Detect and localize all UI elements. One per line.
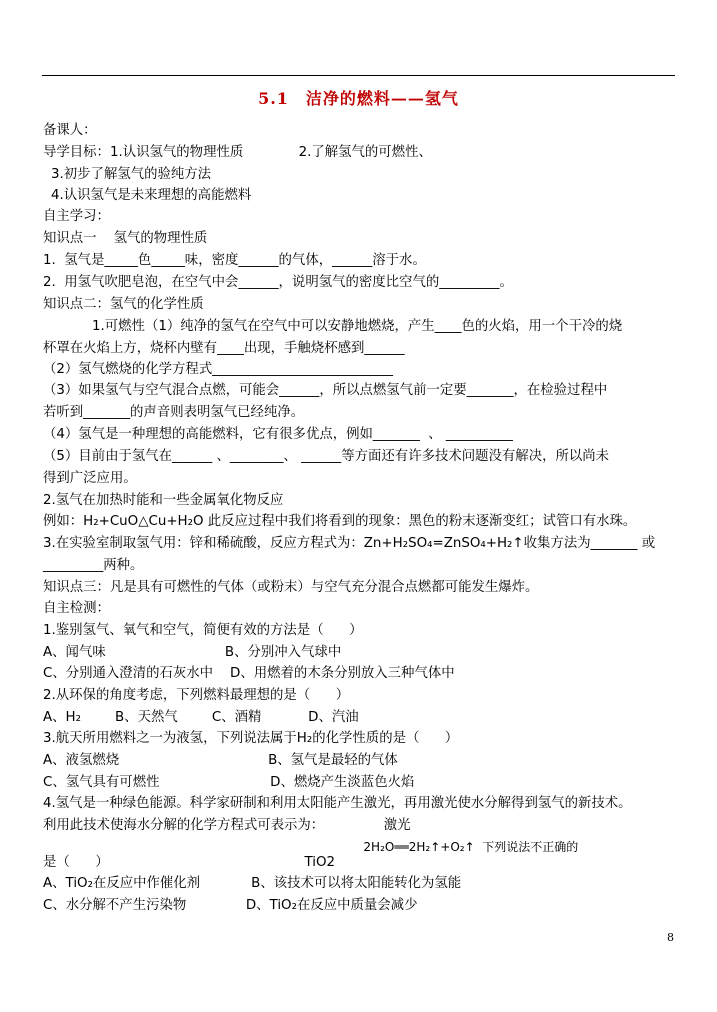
- content-line: A、液氢燃烧 B、氢气是最轻的气体: [43, 753, 398, 768]
- content-line: 自主检测：: [43, 601, 110, 616]
- content-line: （5）目前由于氢气在______ 、________、 ______等方面还有许多技术问题没有解决，所以尚未: [43, 449, 610, 464]
- content-line: 知识点三：凡是具有可燃性的气体（或粉末）与空气充分混合点燃都可能发生爆炸。: [43, 580, 539, 595]
- content-line: 1. 氢气是_____色_____味，密度______的气体，______溶于水。: [43, 253, 426, 268]
- content-line: 2. 用氢气吹肥皂泡，在空气中会______，说明氢气的密度比空气的_________。: [43, 275, 513, 290]
- content-line: 2.从环保的角度考虑，下列燃料最理想的是（ ）: [43, 688, 350, 703]
- content-line: A、H₂ B、天然气 C、酒精 D、汽油: [43, 710, 359, 725]
- content-line: 得到广泛应用。: [43, 471, 137, 486]
- content-line: 3.在实验室制取氢气用：锌和稀硫酸，反应方程式为：Zn+H₂SO₄=ZnSO₄+H₂↑收集方法为_______ 或: [43, 536, 656, 551]
- content-line: 知识点一 氢气的物理性质: [43, 231, 208, 246]
- content-line: 1.鉴别氢气、氧气和空气，简便有效的方法是（ ）: [43, 623, 363, 638]
- content-line: 1.可燃性（1）纯净的氢气在空气中可以安静地燃烧，产生____色的火焰，用一个干冷的烧: [92, 319, 623, 334]
- content-line: 知识点二：氢气的化学性质: [43, 297, 204, 312]
- content-line: 2.氢气在加热时能和一些金属氧化物反应: [43, 493, 284, 508]
- content-line: 例如：H₂+CuO△Cu+H₂O 此反应过程中我们将看到的现象：黑色的粉末逐渐变红；试管口有水珠。: [43, 514, 637, 529]
- content-line: 是（ ） TiO2: [43, 855, 336, 870]
- content-line: 2H₂O══2H₂↑+O₂↑ 下列说法不正确的: [43, 840, 579, 854]
- content-line: A、闻气味 B、分别冲入气球中: [43, 645, 342, 660]
- content-line: （4）氢气是一种理想的高能燃料，它有很多优点，例如_______ 、 __________: [43, 427, 513, 442]
- page-title: 5.1 洁净的燃料——氢气: [258, 89, 459, 108]
- content-line: 4.认识氢气是未来理想的高能燃料: [51, 188, 252, 203]
- content-line: 备课人：: [43, 123, 97, 138]
- header-rule: [42, 75, 675, 76]
- content-line: 3.初步了解氢气的验纯方法: [51, 167, 212, 182]
- content-line: 自主学习：: [43, 209, 110, 224]
- content-line: （2）氢气燃烧的化学方程式___________________________: [43, 362, 393, 377]
- content-line: 杯罩在火焰上方，烧杯内壁有____出现，手触烧杯感到______: [43, 341, 405, 356]
- content-line: C、氢气具有可燃性 D、燃烧产生淡蓝色火焰: [43, 775, 415, 790]
- content-line: （3）如果氢气与空气混合点燃，可能会______，所以点燃氢气前一定要_______，在检验过程中: [43, 383, 608, 398]
- content-line: 若听到_______的声音则表明氢气已经纯净。: [43, 405, 305, 420]
- content-line: C、水分解不产生污染物 D、TiO₂在反应中质量会减少: [43, 898, 418, 913]
- content-line: 利用此技术使海水分解的化学方程式可表示为： 激光: [43, 818, 411, 833]
- content-line: 导学目标：1.认识氢气的物理性质 2.了解氢气的可燃性、: [43, 145, 432, 160]
- content-line: 3.航天所用燃料之一为液氢，下列说法属于H₂的化学性质的是（ ）: [43, 731, 459, 746]
- page-number: 8: [667, 931, 674, 944]
- content-line: C、分别通入澄清的石灰水中 D、用燃着的木条分别放入三种气体中: [43, 666, 455, 681]
- content-line: 4.氢气是一种绿色能源。科学家研制和利用太阳能产生激光，再用激光使水分解得到氢气的新技术。: [43, 796, 632, 811]
- content-line: A、TiO₂在反应中作催化剂 B、该技术可以将太阳能转化为氢能: [43, 876, 462, 891]
- content-line: _________两种。: [43, 558, 144, 573]
